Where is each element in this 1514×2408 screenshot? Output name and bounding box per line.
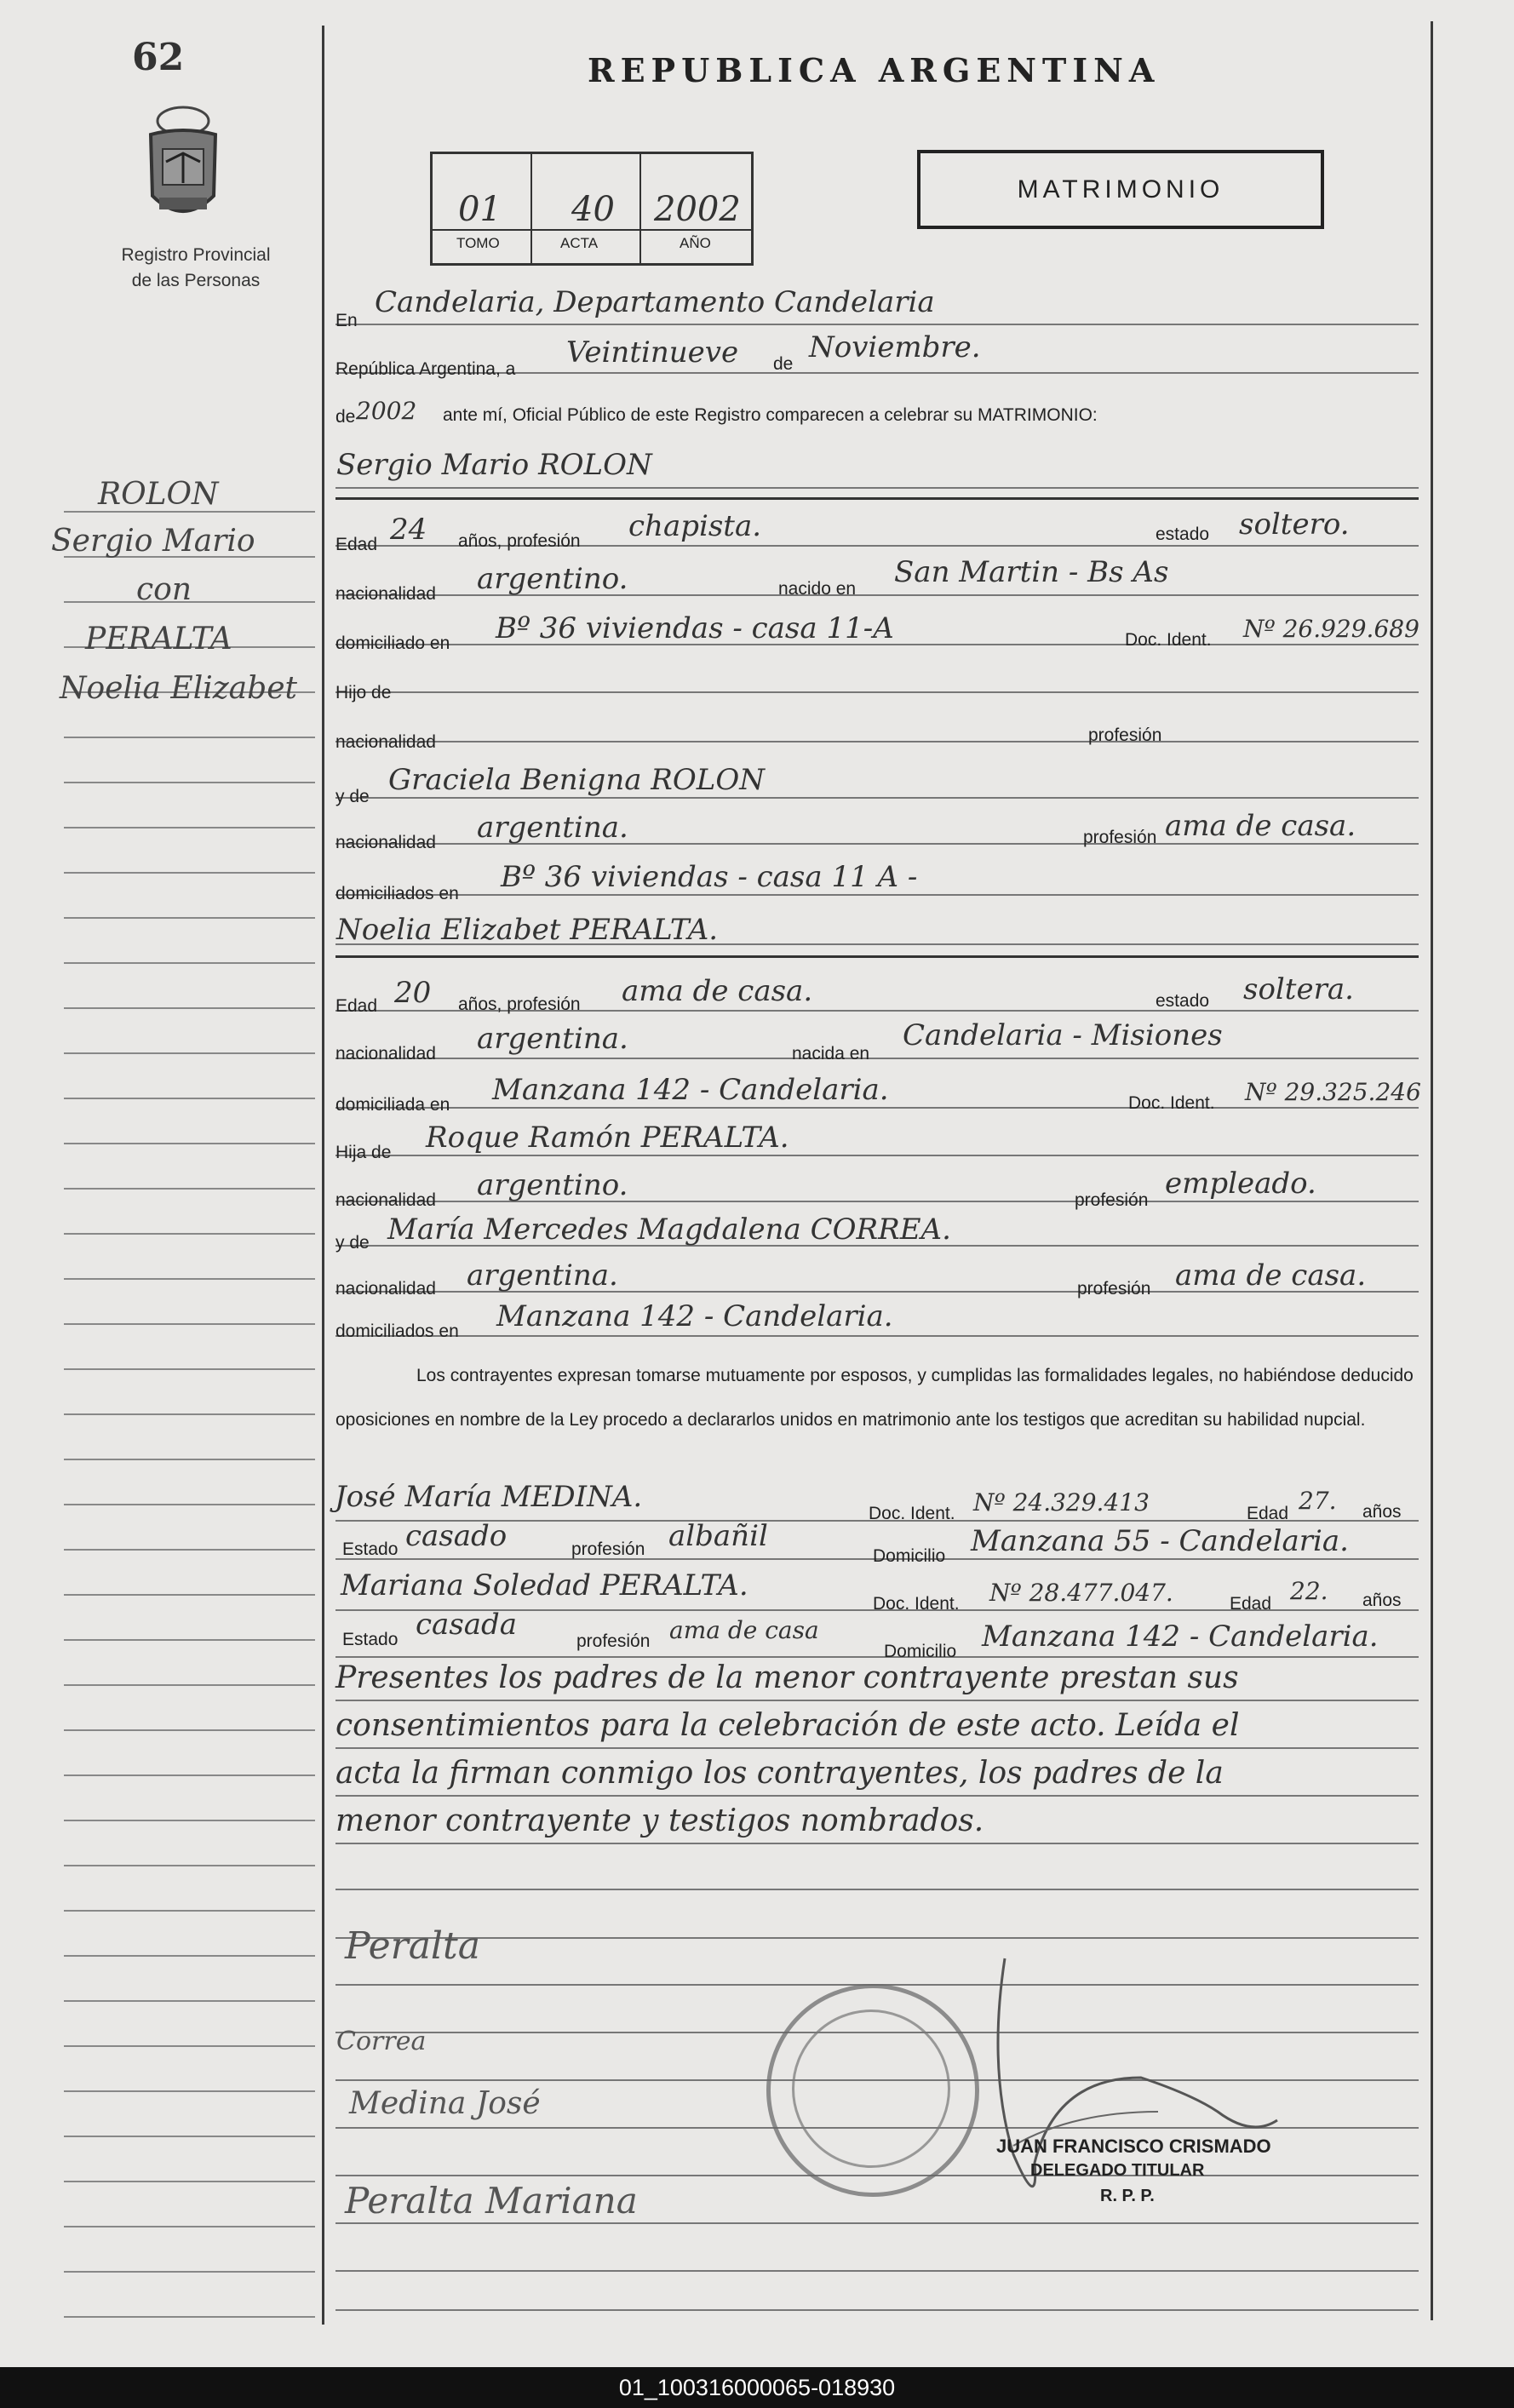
- groom-mother-prof-label: profesión: [1083, 828, 1157, 847]
- margin-rule-line: [64, 2000, 315, 2002]
- groom-parents-dom-label: domiciliados en: [335, 884, 459, 903]
- bride-hija-label: Hija de: [335, 1143, 392, 1162]
- main-rule-line: [335, 955, 1419, 958]
- en-label: En: [335, 311, 358, 330]
- main-rule-line: [335, 1058, 1419, 1059]
- margin-rule-line: [64, 1098, 315, 1099]
- main-rule-line: [335, 797, 1419, 799]
- groom-mother: Graciela Benigna ROLON: [388, 763, 765, 797]
- margin-rule-line: [64, 872, 315, 874]
- groom-hijo-label: Hijo de: [335, 683, 392, 702]
- margin-rule-line: [64, 827, 315, 828]
- main-rule-line: [335, 324, 1419, 325]
- witness1-prof-label: profesión: [571, 1539, 645, 1559]
- groom-born-label: nacido en: [778, 579, 857, 599]
- main-rule-line: [335, 1656, 1419, 1658]
- groom-doc: Nº 26.929.689: [1243, 615, 1419, 643]
- registry-line-1: Registro Provincial: [121, 245, 271, 265]
- bride-mother-label: y de: [335, 1233, 370, 1253]
- main-rule-line: [335, 1335, 1419, 1337]
- signature-3: Medina José: [349, 2086, 541, 2121]
- bride-mother-prof-label: profesión: [1077, 1279, 1151, 1299]
- place-value: Candelaria, Departamento Candelaria: [375, 285, 935, 319]
- margin-rule-line: [64, 1007, 315, 1009]
- month-value: Noviembre.: [809, 330, 981, 364]
- margin-rule-line: [64, 782, 315, 783]
- witness1-name: José María MEDINA.: [335, 1480, 643, 1514]
- bride-name: Noelia Elizabet PERALTA.: [336, 913, 719, 947]
- note-line-1: Presentes los padres de la menor contrayente prestan sus: [335, 1660, 1239, 1695]
- witness1-doc-label: Doc. Ident.: [869, 1504, 955, 1523]
- bride-birthplace: Candelaria - Misiones: [903, 1018, 1223, 1052]
- margin-rule-line: [64, 1052, 315, 1054]
- margin-name-groom: Sergio Mario: [51, 524, 255, 559]
- bride-father-nac-label: nacionalidad: [335, 1190, 436, 1210]
- margin-rule-line: [64, 1459, 315, 1460]
- main-rule-line: [335, 2309, 1419, 2311]
- margin-rule-line: [64, 2316, 315, 2318]
- groom-mother-nac-label: nacionalidad: [335, 833, 436, 852]
- witness1-doc: Nº 24.329.413: [973, 1488, 1150, 1516]
- groom-parents-address: Bº 36 viviendas - casa 11 A -: [501, 860, 918, 894]
- main-rule-line: [335, 497, 1419, 500]
- acta-value: 40: [571, 190, 615, 229]
- signature-4: Peralta Mariana: [345, 2180, 638, 2222]
- margin-rule-line: [64, 1865, 315, 1866]
- margin-rule-line: [64, 737, 315, 738]
- margin-connector: con: [136, 572, 192, 607]
- margin-rule-line: [64, 1549, 315, 1551]
- margin-rule-line: [64, 1774, 315, 1776]
- coat-of-arms-icon: [141, 102, 226, 230]
- intro-text: ante mí, Oficial Público de este Registro comparecen a celebrar su MATRIMONIO:: [443, 405, 1098, 425]
- groom-age: 24: [390, 513, 427, 547]
- tomo-value: 01: [458, 190, 502, 229]
- groom-address: Bº 36 viviendas - casa 11-A: [496, 611, 894, 645]
- registry-line-2: de las Personas: [131, 271, 261, 290]
- tomo-label: TOMO: [456, 235, 500, 251]
- bride-mother-nat: argentina.: [467, 1258, 618, 1293]
- bride-mother-nac-label: nacionalidad: [335, 1279, 436, 1299]
- de-label: de: [773, 354, 794, 374]
- margin-surname-groom: ROLON: [98, 477, 219, 512]
- page-title: REPUBLICA ARGENTINA: [588, 51, 1161, 89]
- margin-rule-line: [64, 1233, 315, 1235]
- note-line-3: acta la firman conmigo los contrayentes, los padres de la: [335, 1756, 1224, 1791]
- margin-rule-line: [64, 1323, 315, 1325]
- signature-2: Correa: [336, 2027, 427, 2056]
- main-rule-line: [335, 1843, 1419, 1844]
- witness2-name: Mariana Soledad PERALTA.: [341, 1568, 748, 1602]
- year-label: AÑO: [680, 235, 711, 251]
- bride-estado: soltera.: [1243, 972, 1354, 1006]
- margin-rule-line: [64, 1413, 315, 1415]
- main-rule-line: [335, 1889, 1419, 1890]
- witness2-edad-label: Edad: [1230, 1594, 1272, 1614]
- main-rule-line: [335, 1795, 1419, 1797]
- groom-father-prof-label: profesión: [1088, 725, 1162, 745]
- groom-mother-nat: argentina.: [477, 811, 628, 845]
- de-year-label: de: [335, 407, 356, 427]
- bride-father-nat: argentino.: [477, 1168, 628, 1202]
- margin-rule-line: [64, 1639, 315, 1641]
- bride-age: 20: [394, 976, 432, 1010]
- groom-birthplace: San Martin - Bs As: [894, 555, 1169, 589]
- document-type: MATRIMONIO: [917, 150, 1324, 229]
- bride-father-prof: empleado.: [1165, 1167, 1316, 1201]
- margin-surname-bride: PERALTA: [85, 622, 232, 656]
- note-line-4: menor contrayente y testigos nombrados.: [335, 1803, 984, 1838]
- margin-rule-line: [64, 2181, 315, 2182]
- bride-doc: Nº 29.325.246: [1245, 1078, 1421, 1106]
- witness1-profession: albañil: [668, 1519, 768, 1553]
- margin-rule-line: [64, 1820, 315, 1821]
- margin-rule-line: [64, 2226, 315, 2227]
- day-value: Veintinueve: [566, 335, 739, 370]
- registry-name: [85, 243, 307, 294]
- right-border: [1431, 21, 1433, 2320]
- groom-mother-prof: ama de casa.: [1165, 809, 1356, 843]
- signature-1: Peralta: [345, 1924, 480, 1968]
- witness2-age: 22.: [1290, 1577, 1328, 1605]
- main-rule-line: [335, 1937, 1419, 1939]
- bride-doc-label: Doc. Ident.: [1128, 1093, 1215, 1113]
- record-number-box: [430, 152, 754, 266]
- groom-mother-label: y de: [335, 787, 370, 806]
- note-line-2: consentimientos para la celebración de este acto. Leída el: [335, 1708, 1240, 1743]
- main-rule-line: [335, 1107, 1419, 1109]
- main-rule-line: [335, 691, 1419, 693]
- margin-rule-line: [64, 1188, 315, 1190]
- groom-edad-label: Edad: [335, 535, 378, 554]
- bride-father-prof-label: profesión: [1075, 1190, 1149, 1210]
- witness2-estado-label: Estado: [342, 1630, 399, 1649]
- witness1-anos-label: años: [1362, 1502, 1402, 1522]
- witness1-edad-label: Edad: [1247, 1504, 1289, 1523]
- official-office: R. P. P.: [1100, 2187, 1155, 2205]
- main-rule-line: [335, 894, 1419, 896]
- witness2-address: Manzana 142 - Candelaria.: [982, 1620, 1379, 1654]
- republica-label: República Argentina, a: [335, 359, 516, 379]
- witness1-estado: casado: [405, 1519, 508, 1553]
- year-value: 2002: [654, 190, 741, 229]
- margin-divider: [322, 26, 324, 2325]
- margin-rule-line: [64, 962, 315, 964]
- witness2-dom-label: Domicilio: [884, 1642, 957, 1661]
- margin-rule-line: [64, 1504, 315, 1505]
- margin-rule-line: [64, 917, 315, 919]
- margin-rule-line: [64, 1684, 315, 1686]
- groom-dom-label: domiciliado en: [335, 634, 450, 653]
- margin-rule-line: [64, 1278, 315, 1280]
- margin-rule-line: [64, 2271, 315, 2273]
- witness2-estado: casada: [416, 1608, 518, 1642]
- bride-mother-prof: ama de casa.: [1175, 1258, 1367, 1293]
- margin-rule-line: [64, 2045, 315, 2047]
- bride-nac-label: nacionalidad: [335, 1044, 436, 1064]
- bride-born-label: nacida en: [792, 1044, 870, 1064]
- groom-doc-label: Doc. Ident.: [1125, 630, 1212, 650]
- main-rule-line: [335, 1155, 1419, 1156]
- bride-profession: ama de casa.: [622, 974, 813, 1008]
- bride-dom-label: domiciliada en: [335, 1095, 450, 1115]
- bride-address: Manzana 142 - Candelaria.: [492, 1073, 889, 1107]
- margin-rule-line: [64, 2136, 315, 2137]
- document-id: 01_100316000065-018930: [0, 2367, 1514, 2408]
- groom-nac-label: nacionalidad: [335, 584, 436, 604]
- witness1-dom-label: Domicilio: [873, 1546, 946, 1566]
- witness1-address: Manzana 55 - Candelaria.: [971, 1524, 1349, 1558]
- groom-nationality: argentino.: [477, 562, 628, 596]
- main-rule-line: [335, 2270, 1419, 2272]
- witness2-doc-label: Doc. Ident.: [873, 1594, 960, 1614]
- bride-parents-address: Manzana 142 - Candelaria.: [496, 1299, 893, 1333]
- margin-rule-line: [64, 1729, 315, 1731]
- main-rule-line: [335, 487, 1419, 489]
- main-rule-line: [335, 741, 1419, 742]
- box-divider: [433, 229, 751, 231]
- groom-father-nac-label: nacionalidad: [335, 732, 436, 752]
- witness2-prof-label: profesión: [576, 1631, 651, 1651]
- bride-prof-label: años, profesión: [458, 995, 581, 1014]
- official-name: JUAN FRANCISCO CRISMADO: [996, 2136, 1271, 2157]
- acta-label: ACTA: [560, 235, 599, 251]
- margin-rule-line: [64, 1143, 315, 1144]
- page-number: 62: [132, 36, 185, 79]
- official-seal-icon: [766, 1984, 979, 2197]
- year-value-text: 2002: [356, 397, 417, 425]
- bride-edad-label: Edad: [335, 996, 378, 1016]
- main-rule-line: [335, 2222, 1419, 2224]
- groom-estado: soltero.: [1239, 507, 1350, 542]
- witness2-profession: ama de casa: [669, 1616, 819, 1644]
- margin-rule-line: [64, 2090, 315, 2092]
- bride-estado-label: estado: [1156, 991, 1210, 1011]
- official-title: DELEGADO TITULAR: [1030, 2161, 1205, 2180]
- main-rule-line: [335, 1747, 1419, 1749]
- witness1-estado-label: Estado: [342, 1539, 399, 1559]
- groom-estado-label: estado: [1156, 525, 1210, 544]
- margin-rule-line: [64, 1368, 315, 1370]
- bride-parents-dom-label: domiciliados en: [335, 1322, 459, 1341]
- margin-name-bride: Noelia Elizabet: [60, 671, 297, 706]
- bride-mother: María Mercedes Magdalena CORREA.: [387, 1213, 951, 1247]
- declaration-paragraph: Los contrayentes expresan tomarse mutuamente por esposos, y cumplidas las formalidades legales, no habiéndose deducido oposiciones en nombre de la Ley procedo a declararlos unidos en matrimonio ante los testigos que acreditan su habilidad nupcial.: [335, 1366, 1414, 1430]
- groom-profession: chapista.: [628, 509, 762, 543]
- main-rule-line: [335, 1700, 1419, 1701]
- margin-rule-line: [64, 1594, 315, 1596]
- margin-rule-line: [64, 1910, 315, 1912]
- bride-nationality: argentina.: [477, 1022, 628, 1056]
- bride-father: Roque Ramón PERALTA.: [426, 1121, 789, 1155]
- witness2-doc: Nº 28.477.047.: [989, 1579, 1173, 1607]
- witness1-age: 27.: [1299, 1487, 1337, 1515]
- margin-rule-line: [64, 1955, 315, 1957]
- groom-name: Sergio Mario ROLON: [336, 448, 652, 482]
- groom-prof-label: años, profesión: [458, 531, 581, 551]
- witness2-anos-label: años: [1362, 1591, 1402, 1610]
